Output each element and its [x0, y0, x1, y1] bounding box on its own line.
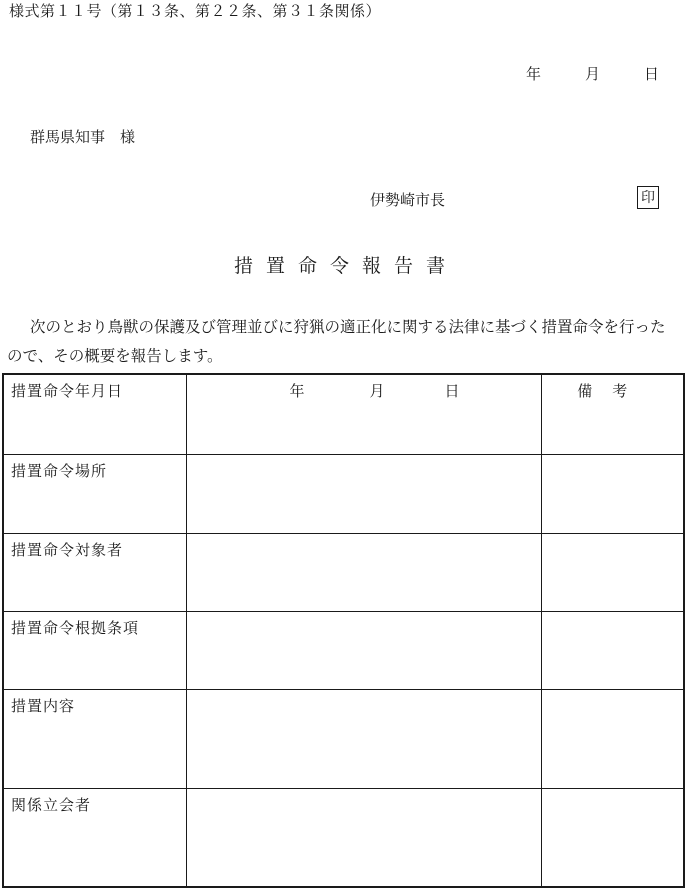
row-label-legal-basis: 措置命令根拠条項	[3, 611, 186, 689]
row-label-order-target: 措置命令対象者	[3, 533, 186, 611]
remarks-cell[interactable]	[541, 454, 684, 533]
cell-year: 年	[289, 382, 306, 400]
row-label-order-date: 措置命令年月日	[3, 374, 186, 454]
remarks-cell[interactable]	[541, 533, 684, 611]
report-table	[2, 373, 685, 888]
remarks-cell[interactable]	[541, 689, 684, 788]
form-number: 様式第１１号（第１３条、第２２条、第３１条関係）	[9, 2, 382, 20]
document-title: 措置命令報告書	[234, 255, 459, 277]
seal-mark: 印	[637, 186, 659, 209]
remarks-header: 備考	[541, 374, 684, 454]
measure-content-cell[interactable]	[186, 689, 541, 788]
table-row	[3, 533, 684, 611]
table-row	[3, 374, 684, 454]
cell-month: 月	[369, 382, 386, 400]
order-date-cell[interactable]	[186, 374, 541, 454]
row-label-measure-content: 措置内容	[3, 689, 186, 788]
row-label-order-place: 措置命令場所	[3, 454, 186, 533]
table-row	[3, 454, 684, 533]
sender: 伊勢崎市長	[370, 191, 446, 209]
witnesses-cell[interactable]	[186, 788, 541, 887]
row-label-witnesses: 関係立会者	[3, 788, 186, 887]
body-text: 次のとおり鳥獣の保護及び管理並びに狩猟の適正化に関する法律に基づく措置命令を行ったので、その概要を報告します。	[7, 318, 666, 365]
order-target-cell[interactable]	[186, 533, 541, 611]
legal-basis-cell[interactable]	[186, 611, 541, 689]
table-row	[3, 689, 684, 788]
remarks-cell[interactable]	[541, 788, 684, 887]
remarks-cell[interactable]	[541, 611, 684, 689]
date-year: 年	[526, 65, 542, 83]
date-day: 日	[644, 65, 660, 83]
addressee: 群馬県知事 様	[30, 128, 136, 146]
order-place-cell[interactable]	[186, 454, 541, 533]
date-line	[526, 63, 659, 84]
cell-day: 日	[444, 382, 461, 400]
date-month: 月	[585, 65, 601, 83]
table-row	[3, 611, 684, 689]
table-row	[3, 788, 684, 887]
